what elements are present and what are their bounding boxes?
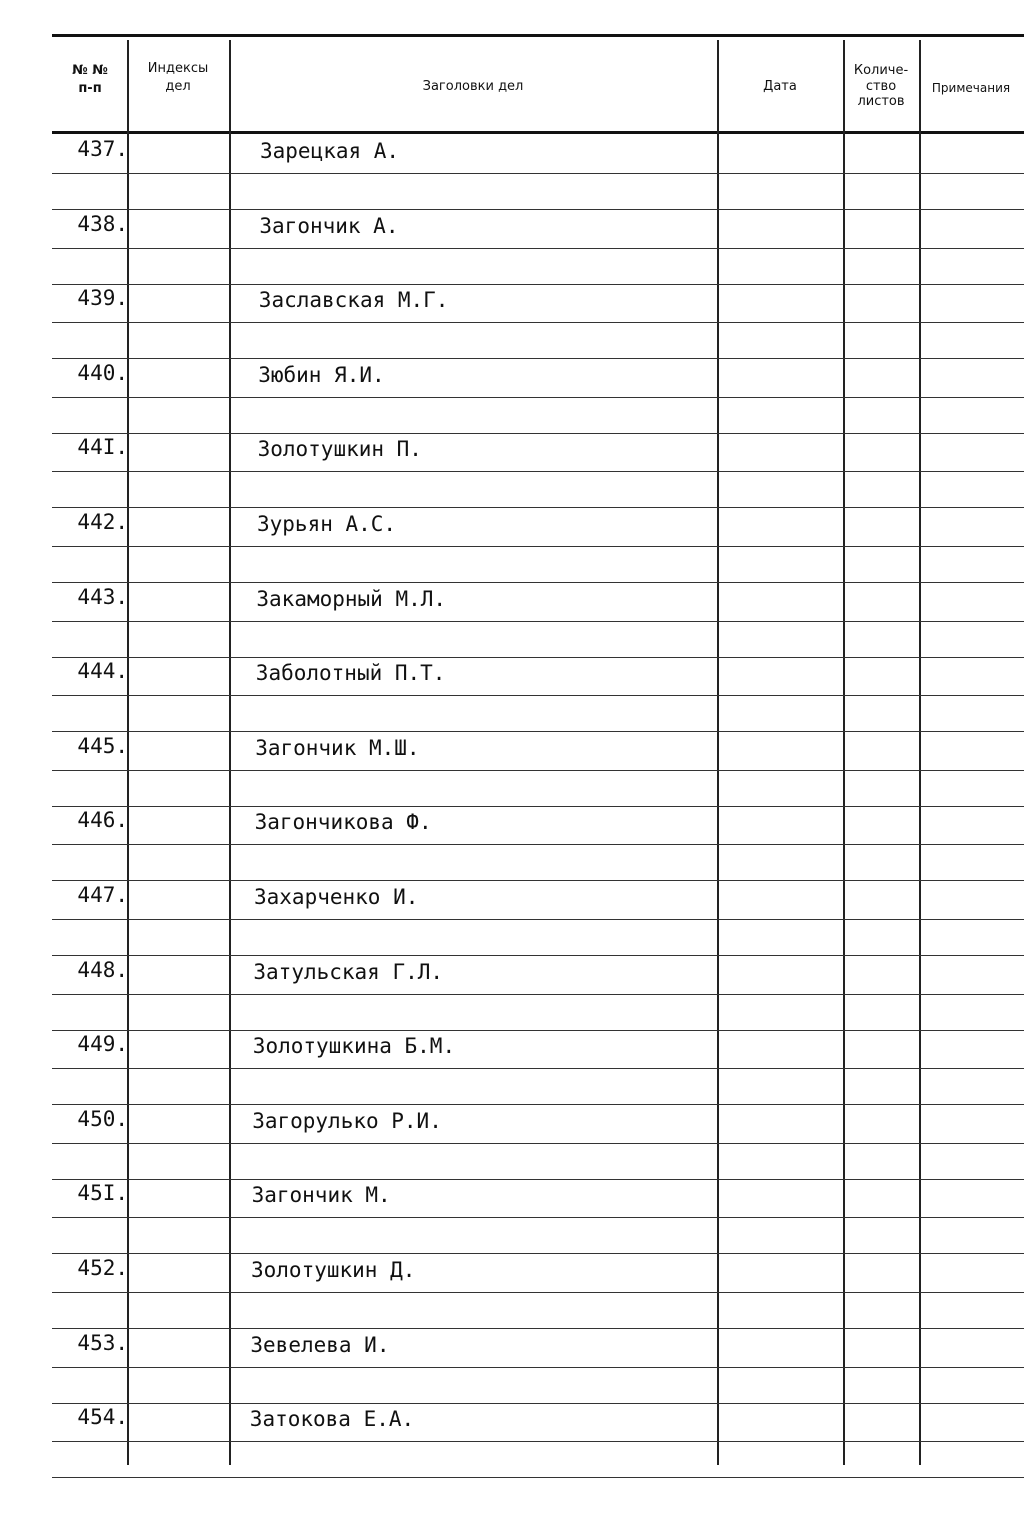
row-rule [52, 173, 1024, 174]
row-rule [52, 955, 1024, 956]
row-rule [52, 844, 1024, 845]
row-title: Заславская М.Г. [258, 288, 449, 313]
row-number: 45I. [77, 1181, 128, 1206]
row-title: Загорулько Р.И. [252, 1108, 442, 1133]
row-number: 452. [77, 1256, 128, 1280]
row-number: 450. [77, 1106, 128, 1131]
header-date: Дата [763, 79, 797, 94]
row-rule [52, 1441, 1024, 1442]
header-notes: Примечания [931, 81, 1011, 95]
row-rule [52, 1179, 1024, 1180]
row-rule [52, 1143, 1024, 1144]
row-rule [52, 657, 1024, 658]
row-rule [52, 284, 1024, 285]
row-rule [52, 582, 1024, 583]
row-rule [52, 1217, 1024, 1218]
row-rule [52, 433, 1024, 434]
row-title: Зюбин Я.И. [258, 362, 385, 387]
row-number: 445. [77, 733, 128, 758]
row-rule [52, 507, 1024, 508]
row-title: Загончик А. [259, 213, 399, 238]
row-rule [52, 1030, 1024, 1031]
row-number: 443. [77, 584, 128, 609]
row-title: Золотушкина Б.М. [252, 1034, 456, 1059]
row-title: Загончикова Ф. [254, 810, 432, 835]
row-rule [52, 1068, 1024, 1069]
row-rule [52, 471, 1024, 472]
row-number: 439. [77, 286, 128, 311]
row-rule [52, 1104, 1024, 1105]
row-rule [52, 806, 1024, 807]
row-rule [52, 695, 1024, 696]
column-divider [919, 40, 921, 1465]
row-title: Затульская Г.Л. [253, 959, 444, 984]
column-divider [843, 40, 845, 1465]
row-rule [52, 1328, 1024, 1329]
header-bottom-rule [52, 131, 1024, 134]
row-rule [52, 546, 1024, 547]
header-title: Заголовки дел [422, 79, 524, 94]
row-title: Закаморный М.Л. [256, 586, 447, 611]
row-rule [52, 731, 1024, 732]
row-rule [52, 880, 1024, 881]
row-title: Зарецкая А. [260, 139, 400, 163]
row-title: Захарченко И. [254, 885, 419, 909]
row-rule [52, 770, 1024, 771]
header-index: Индексы дел [147, 61, 209, 94]
table-top-rule [52, 34, 1024, 37]
row-rule [52, 1403, 1024, 1404]
row-number: 446. [77, 808, 128, 833]
row-number: 454. [77, 1405, 128, 1430]
row-number: 440. [77, 360, 128, 385]
row-rule [52, 209, 1024, 210]
row-rule [52, 1292, 1024, 1293]
row-number: 444. [77, 659, 128, 684]
header-number: № № п-п [72, 63, 108, 96]
row-title: Золотушкин Д. [251, 1258, 416, 1282]
row-rule [52, 1477, 1024, 1478]
row-number: 438. [77, 211, 128, 236]
row-title: Зевелева И. [250, 1332, 390, 1357]
row-rule [52, 621, 1024, 622]
row-number: 44I. [77, 435, 128, 460]
row-title: Загончик М.Ш. [255, 735, 420, 760]
row-title: Заболотный П.Т. [255, 661, 446, 686]
row-number: 453. [77, 1330, 128, 1355]
row-number: 437. [77, 137, 128, 161]
row-rule [52, 1367, 1024, 1368]
row-number: 442. [77, 510, 128, 534]
column-divider [229, 40, 231, 1465]
row-title: Затокова Е.А. [249, 1407, 415, 1432]
row-number: 448. [77, 957, 128, 982]
row-rule [52, 322, 1024, 323]
row-title: Золотушкин П. [257, 437, 422, 462]
row-rule [52, 994, 1024, 995]
column-divider [717, 40, 719, 1465]
row-title: Зурьян А.С. [257, 512, 397, 536]
row-number: 447. [77, 883, 128, 907]
row-number: 449. [77, 1032, 128, 1057]
header-sheets: Количе- ство листов [853, 63, 909, 110]
row-rule [52, 358, 1024, 359]
row-rule [52, 397, 1024, 398]
row-title: Загончик М. [251, 1183, 391, 1208]
row-rule [52, 248, 1024, 249]
row-rule [52, 1253, 1024, 1254]
row-rule [52, 919, 1024, 920]
